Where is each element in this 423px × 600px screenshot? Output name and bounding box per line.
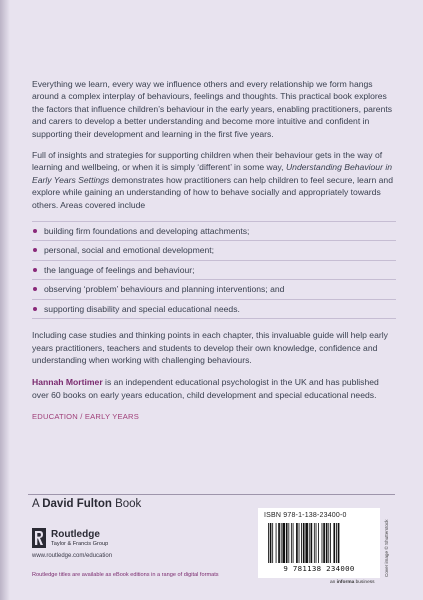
author-bio [32, 376, 396, 401]
barcode-bar [318, 523, 319, 563]
description-paragraph-3: Including case studies and thinking points in each chapter, this invaluable guide will help early years practitioners, teachers and students to develop their own knowledge, confidence and understanding when working with challenging behaviours. [32, 330, 388, 365]
informa-prefix: an [330, 580, 337, 585]
isbn-label: ISBN 978-1-138-23400-0 [264, 512, 347, 519]
barcode-bar [309, 523, 310, 563]
barcode-bar [330, 523, 331, 563]
cover-image-credit: Cover image © Shutterstock [384, 519, 389, 577]
list-item-text: personal, social and emotional development; [44, 245, 215, 256]
imprint-brand: David Fulton [42, 498, 112, 510]
barcode-bar [336, 523, 337, 563]
barcode-bar [268, 523, 269, 563]
barcode-bars [268, 523, 372, 563]
publisher-group: Taylor & Francis Group [51, 541, 109, 547]
divider [28, 494, 395, 495]
informa-suffix: business [354, 580, 375, 585]
barcode-bar [314, 523, 315, 563]
barcode-bar [282, 523, 285, 563]
spine-shadow [0, 0, 10, 600]
list-item-text: supporting disability and special educational needs. [44, 303, 240, 314]
bullet-icon [33, 287, 37, 291]
bullet-icon [33, 307, 37, 311]
barcode-bar [301, 523, 302, 563]
subject-category: EDUCATION / EARLY YEARS [32, 412, 140, 422]
imprint-prefix: A [32, 498, 43, 510]
barcode-bar [276, 523, 277, 563]
barcode-bar [288, 523, 289, 563]
barcode-bar [338, 523, 340, 563]
author-name: Hannah Mortimer [32, 377, 103, 388]
list-item [32, 300, 396, 319]
informa-business [330, 580, 375, 585]
barcode-bar [270, 523, 272, 563]
list-item-text: building firm foundations and developing attachments; [44, 226, 250, 237]
barcode-bar [316, 523, 317, 563]
barcode-bar [291, 523, 292, 563]
routledge-logo-icon [32, 528, 46, 548]
description-paragraph-1: Everything we learn, every way we influence others and every relationship we form hangs around a complex interplay of behaviours, feelings and thoughts. This practical book explores the factors that influence children’s behaviour in the early years, enabling practitioners, parents and carers to develop a better understanding and become more intuitive and confident in supporting their development and learning in the first five years. [32, 79, 393, 139]
barcode [258, 508, 380, 578]
list-item [32, 280, 396, 299]
bullet-icon [33, 229, 37, 233]
barcode-bar [326, 523, 328, 563]
list-item-text: the language of feelings and behaviour; [44, 264, 195, 275]
list-item [32, 221, 396, 241]
bullet-icon [33, 268, 37, 272]
barcode-bar [272, 523, 273, 563]
barcode-bar [286, 523, 288, 563]
barcode-bar [328, 523, 329, 563]
topics-list [32, 221, 396, 319]
barcode-bar [281, 523, 282, 563]
publisher-url: www.routledge.com/education [32, 553, 113, 559]
list-item [32, 261, 396, 280]
barcode-bar [299, 523, 300, 563]
list-item-text: observing ‘problem’ behaviours and planning interventions; and [44, 284, 285, 295]
barcode-bar [305, 523, 308, 563]
barcode-bar [303, 523, 305, 563]
barcode-bar [322, 523, 323, 563]
description-paragraph-2 [32, 149, 396, 211]
barcode-bar [296, 523, 298, 563]
barcode-bar [311, 523, 313, 563]
imprint-suffix: Book [111, 498, 142, 510]
ebook-note: Routledge titles are available as eBook editions in a range of digital formats [32, 572, 219, 578]
barcode-bar [278, 523, 280, 563]
informa-brand: informa [336, 580, 355, 585]
barcode-bar [333, 523, 335, 563]
barcode-digits: 9 781138 234000 [283, 564, 355, 573]
back-cover-description [32, 78, 396, 424]
paragraph-2-end: demonstrates how practitioners can help children to feel secure, learn and explore while gaining an understanding of how to behave socially and appropriately towards others. Areas covered include [32, 174, 393, 210]
imprint-line [32, 498, 141, 510]
author-bio-text: is an independent educational psychologist in the UK and has published over 60 books on early years education, child development and special educational needs. [32, 377, 379, 400]
paragraph-2-start: Full of insights and strategies for supporting children when their behaviour gets in the way of learning and wellbeing, or when it is simply ‘different’ in some way, [32, 150, 383, 173]
book-title-inline: Understanding Behaviour in Early Years Settings [32, 162, 393, 185]
list-item [32, 241, 396, 260]
bullet-icon [33, 248, 37, 252]
publisher-name: Routledge [51, 529, 100, 540]
barcode-bar [293, 523, 294, 563]
barcode-bar [323, 523, 325, 563]
